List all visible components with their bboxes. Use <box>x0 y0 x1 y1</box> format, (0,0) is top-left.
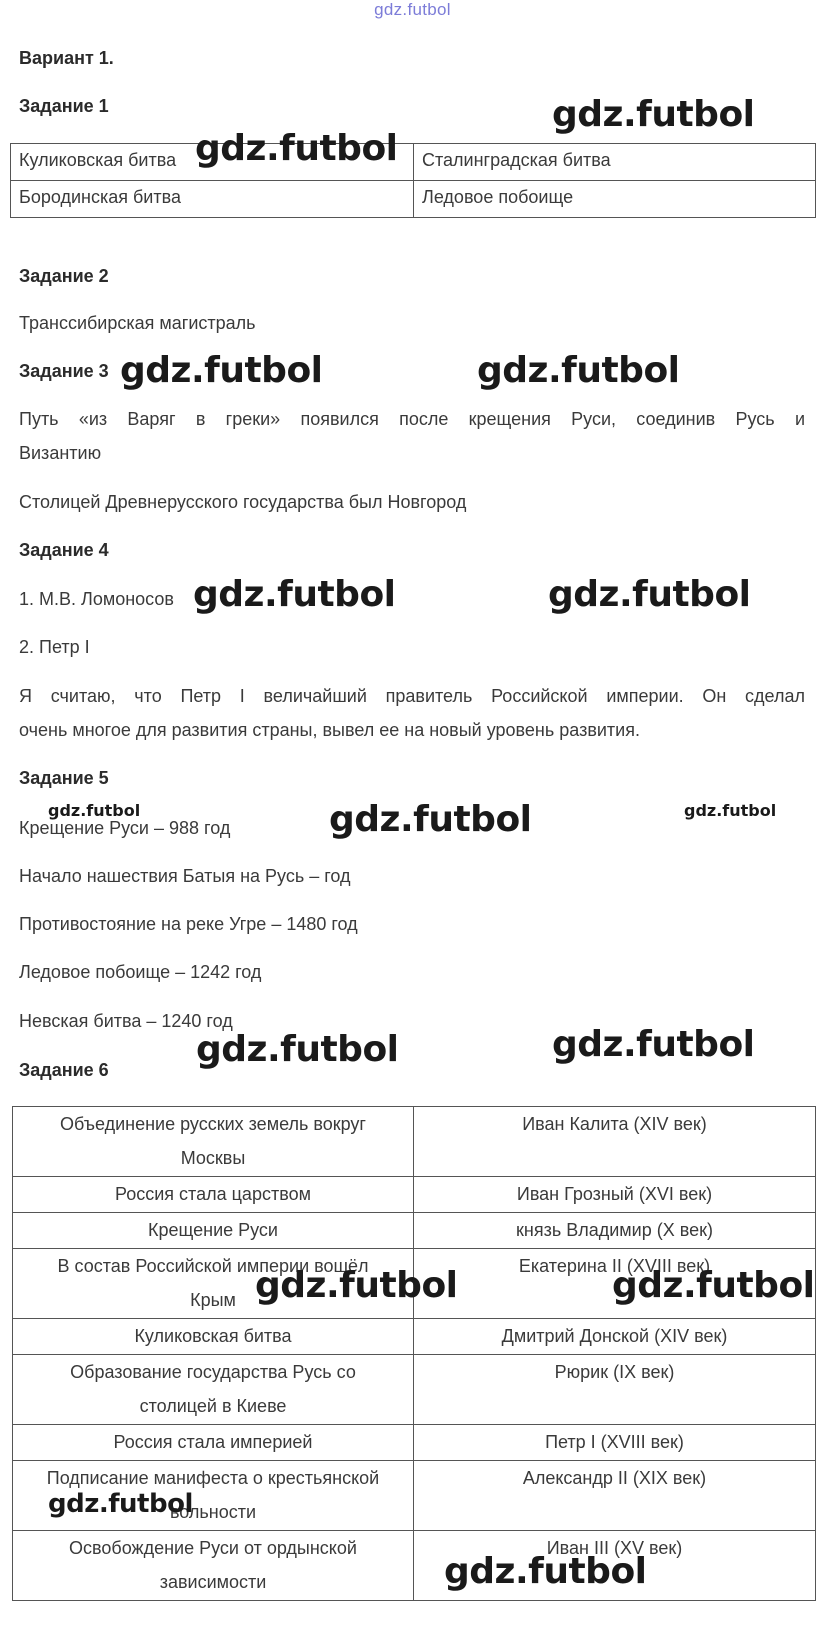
watermark: gdz.futbol <box>120 350 323 391</box>
table-row <box>11 144 816 181</box>
ruler-cell: Рюрик (IX век) <box>414 1355 816 1425</box>
table-row <box>13 1425 816 1461</box>
ruler-cell: Иван III (XV век) <box>414 1531 816 1601</box>
event-line: Крым <box>190 1290 236 1310</box>
ruler-cell: Екатерина II (XVIII век) <box>414 1249 816 1319</box>
task5-item: Невская битва – 1240 год <box>19 1011 233 1031</box>
watermark: gdz.futbol <box>48 1489 193 1519</box>
event-line: Освобождение Руси от ордынской <box>69 1538 357 1558</box>
task5-item: Ледовое побоище – 1242 год <box>19 962 262 982</box>
event-line: Россия стала империей <box>113 1432 313 1452</box>
task4-item2: 2. Петр I <box>19 637 90 657</box>
task4-item1: 1. М.В. Ломоносов <box>19 589 174 609</box>
watermark: gdz.futbol <box>193 574 396 615</box>
task6-table <box>12 1106 816 1601</box>
ruler-cell: Дмитрий Донской (XIV век) <box>414 1319 816 1355</box>
event-line: Объединение русских земель вокруг <box>60 1114 366 1134</box>
ruler-cell: князь Владимир (X век) <box>414 1213 816 1249</box>
task1-table <box>10 143 816 218</box>
task3-paragraph2: Столицей Древнерусского государства был Новгород <box>19 492 467 512</box>
watermark: gdz.futbol <box>48 801 141 820</box>
task1-heading: Задание 1 <box>19 96 109 116</box>
table-row <box>13 1531 816 1601</box>
task5-item: Начало нашествия Батыя на Русь – год <box>19 866 351 886</box>
watermark: gdz.futbol <box>444 1551 647 1592</box>
watermark: gdz.futbol <box>196 1029 399 1070</box>
event-line: Россия стала царством <box>115 1184 311 1204</box>
task2-heading: Задание 2 <box>19 266 109 286</box>
ruler-cell: Петр I (XVIII век) <box>414 1425 816 1461</box>
event-cell <box>13 1107 414 1177</box>
event-line: Подписание манифеста о крестьянской <box>46 1468 380 1488</box>
task3-paragraph1-line2: Византию <box>19 443 102 463</box>
task2-answer: Транссибирская магистраль <box>19 313 256 333</box>
event-line: Москвы <box>180 1148 246 1168</box>
variant-title: Вариант 1. <box>19 48 114 68</box>
table-row <box>13 1355 816 1425</box>
watermark: gdz.futbol <box>548 574 751 615</box>
task4-heading: Задание 4 <box>19 540 109 560</box>
ruler-cell: Александр II (XIX век) <box>414 1461 816 1531</box>
task5-item: Крещение Руси – 988 год <box>19 818 231 838</box>
event-line: В состав Российской империи вошёл <box>57 1256 369 1276</box>
ruler-cell: Иван Грозный (XVI век) <box>414 1177 816 1213</box>
watermark: gdz.futbol <box>329 799 532 840</box>
ruler-cell: Иван Калита (XIV век) <box>414 1107 816 1177</box>
watermark: gdz.futbol <box>477 350 680 391</box>
table-cell: Сталинградская битва <box>414 144 816 181</box>
event-line: зависимости <box>159 1572 267 1592</box>
event-line: столицей в Киеве <box>139 1396 287 1416</box>
watermark: gdz.futbol <box>552 1024 755 1065</box>
watermark: gdz.futbol <box>684 801 777 820</box>
event-line: Крещение Руси <box>148 1220 278 1240</box>
task5-heading: Задание 5 <box>19 768 109 788</box>
table-cell: Ледовое побоище <box>414 181 816 218</box>
table-cell: Бородинская битва <box>11 181 414 218</box>
event-cell <box>13 1319 414 1355</box>
event-line: вольности <box>169 1502 257 1522</box>
event-line: Куликовская битва <box>134 1326 292 1346</box>
task3-heading: Задание 3 <box>19 361 109 381</box>
task5-item: Противостояние на реке Угре – 1480 год <box>19 914 358 934</box>
site-header-logo: gdz.futbol <box>374 0 451 19</box>
event-line: Образование государства Русь со <box>70 1362 356 1382</box>
task6-heading: Задание 6 <box>19 1060 109 1080</box>
table-row <box>11 181 816 218</box>
table-row <box>13 1177 816 1213</box>
event-cell <box>13 1177 414 1213</box>
watermark: gdz.futbol <box>255 1265 458 1306</box>
table-row <box>13 1213 816 1249</box>
event-cell <box>13 1531 414 1601</box>
watermark: gdz.futbol <box>195 128 398 169</box>
task4-paragraph-line1: Я считаю, что Петр I величайший правитель Российской империи. Он сделал <box>19 686 805 706</box>
table-row <box>13 1107 816 1177</box>
table-cell: Куликовская битва <box>11 144 414 181</box>
watermark: gdz.futbol <box>552 94 755 135</box>
event-cell <box>13 1213 414 1249</box>
task3-paragraph1-line1: Путь «из Варяг в греки» появился после крещения Руси, соединив Русь и <box>19 409 805 429</box>
table-row <box>13 1319 816 1355</box>
watermark: gdz.futbol <box>612 1265 815 1306</box>
event-cell <box>13 1355 414 1425</box>
event-cell <box>13 1425 414 1461</box>
task4-paragraph-line2: очень многое для развития страны, вывел ее на новый уровень развития. <box>19 720 640 740</box>
